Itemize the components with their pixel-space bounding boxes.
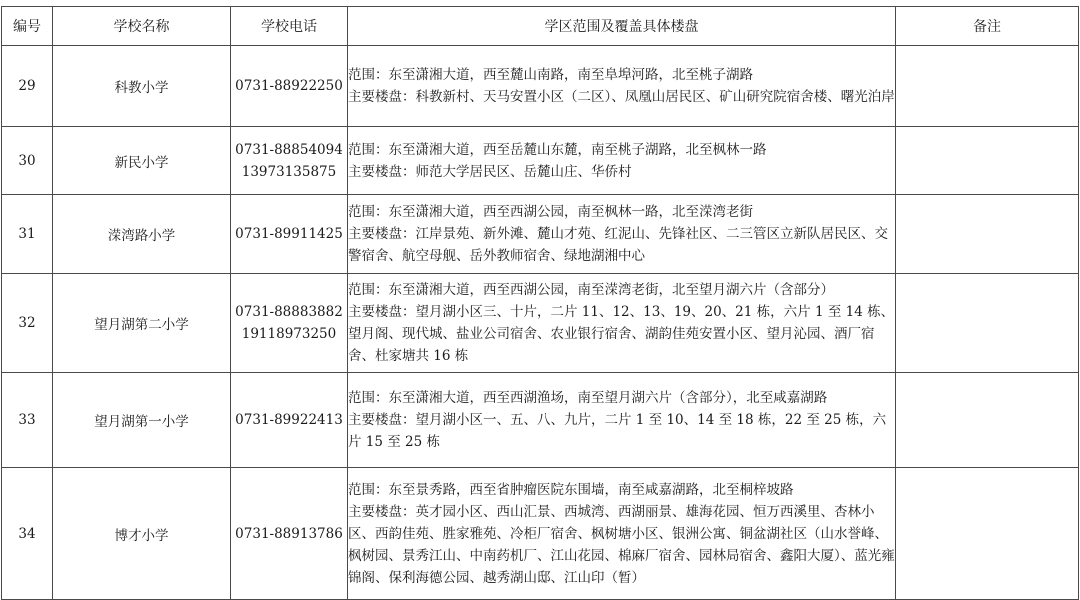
school-phone [231, 195, 348, 274]
school-phone [231, 46, 348, 127]
phone-primary: 0731-88913786 [235, 525, 343, 542]
school-phone [231, 127, 348, 195]
remark-cell [896, 373, 1079, 468]
school-name: 溁湾路小学 [53, 195, 231, 274]
scope-estates: 主要楼盘：科教新村、天马安置小区（二区）、凤凰山居民区、矿山研究院宿舍楼、曙光泊岸 [348, 89, 895, 105]
remark-cell [896, 46, 1079, 127]
phone-secondary: 19118973250 [241, 326, 337, 342]
table-row [2, 127, 1079, 195]
scope-estates: 主要楼盘：望月湖小区三、十片，二片 11、12、13、19、20、21 栋，六片 1 至 14 栋、望月阁、现代城、盐业公司宿舍、农业银行宿舍、湖韵佳苑安置小区、望月沁园、酒厂宿舍、杜家塘共 16 栋 [348, 304, 895, 364]
school-name: 望月湖第二小学 [53, 274, 231, 373]
header-number: 编号 [2, 7, 53, 46]
school-district-table [1, 6, 1079, 600]
remark-cell [896, 468, 1079, 600]
table-row [2, 46, 1079, 127]
scope-range: 范围：东至潇湘大道，西至麓山南路，南至阜埠河路，北至桃子湖路 [348, 67, 753, 83]
row-number: 34 [2, 468, 53, 600]
phone-primary: 0731-88854094 [235, 141, 343, 158]
header-remark: 备注 [896, 7, 1079, 46]
scope-estates: 主要楼盘：师范大学居民区、岳麓山庄、华侨村 [348, 163, 632, 180]
table-row [2, 195, 1079, 274]
district-scope [348, 373, 896, 468]
district-scope [348, 127, 896, 195]
row-number: 31 [2, 195, 53, 274]
remark-cell [896, 127, 1079, 195]
header-district-scope: 学区范围及覆盖具体楼盘 [348, 7, 896, 46]
remark-cell [896, 195, 1079, 274]
scope-estates: 主要楼盘：英才园小区、西山汇景、西城湾、西湖丽景、雄海花园、恒万西溪里、杏林小区、西韵佳苑、胜家雅苑、冷柜厂宿舍、枫树塘小区、银洲公寓、铜盆湖社区（山水誉峰、枫树园、景秀江山、中南药机厂、江山花园、棉麻厂宿舍、园林局宿舍、鑫阳大厦）、蓝光雍锦阁、保利海德公园、越秀湖山邸、江山印（暂） [348, 503, 895, 586]
row-number: 30 [2, 127, 53, 195]
scope-range: 范围：东至景秀路，西至省肿瘤医院东围墙，南至咸嘉湖路，北至桐梓坡路 [348, 481, 794, 498]
phone-primary: 0731-88922250 [235, 78, 343, 94]
scope-estates: 主要楼盘：江岸景苑、新外滩、麓山才苑、红泥山、先锋社区、二三管区立新队居民区、交警宿舍、航空母舰、岳外教师宿舍、绿地湖湘中心 [348, 226, 888, 264]
phone-primary: 0731-89911425 [235, 226, 343, 242]
scope-range: 范围：东至潇湘大道，西至西湖公园，南至枫林一路，北至溁湾老街 [348, 204, 753, 220]
school-phone [231, 373, 348, 468]
scope-estates: 主要楼盘：望月湖小区一、五、八、九片，二片 1 至 10、14 至 18 栋，22 至 25 栋，六片 15 至 25 栋 [348, 412, 887, 450]
school-name: 新民小学 [53, 127, 231, 195]
header-school-phone: 学校电话 [231, 7, 348, 46]
school-phone [231, 468, 348, 600]
district-scope [348, 195, 896, 274]
district-scope [348, 468, 896, 600]
district-scope [348, 46, 896, 127]
phone-primary: 0731-89922413 [235, 412, 343, 428]
table-row [2, 274, 1079, 373]
table-row [2, 468, 1079, 600]
phone-primary: 0731-88883882 [235, 304, 343, 320]
table-row [2, 373, 1079, 468]
school-name: 望月湖第一小学 [53, 373, 231, 468]
remark-cell [896, 274, 1079, 373]
school-name: 博才小学 [53, 468, 231, 600]
school-name: 科教小学 [53, 46, 231, 127]
header-row [2, 7, 1079, 46]
scope-range: 范围：东至潇湘大道，西至岳麓山东麓，南至桃子湖路，北至枫林一路 [348, 141, 767, 158]
phone-secondary: 13973135875 [241, 163, 337, 180]
district-scope [348, 274, 896, 373]
school-phone [231, 274, 348, 373]
row-number: 32 [2, 274, 53, 373]
row-number: 29 [2, 46, 53, 127]
header-school-name: 学校名称 [53, 7, 231, 46]
scope-range: 范围：东至潇湘大道，西至西湖渔场，南至望月湖六片（含部分），北至咸嘉湖路 [348, 390, 828, 406]
row-number: 33 [2, 373, 53, 468]
scope-range: 范围：东至潇湘大道，西至西湖公园，南至溁湾老街，北至望月湖六片（含部分） [348, 282, 834, 298]
